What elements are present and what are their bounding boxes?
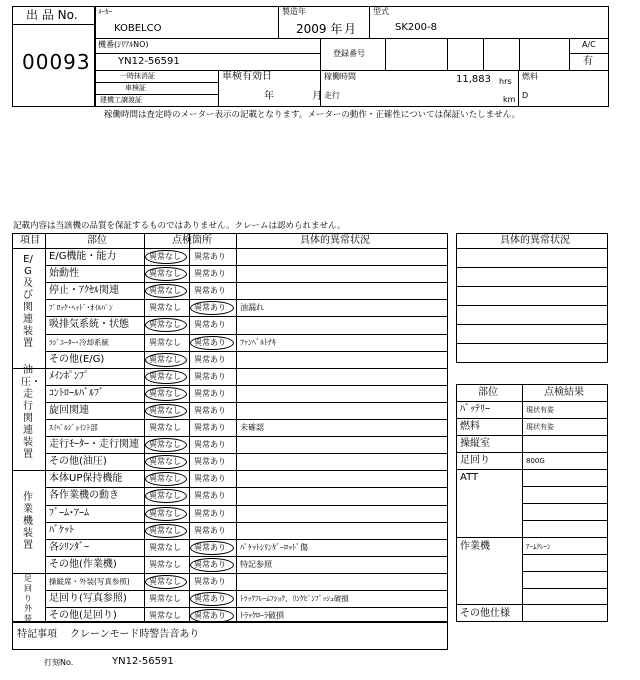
- year-label: 製造年: [282, 7, 306, 16]
- check-ng-label: 異常あり: [194, 372, 226, 381]
- col-header-part: 部位: [87, 235, 107, 246]
- ok-circle-mark: [145, 370, 187, 384]
- year-value: 2009 年: [296, 22, 343, 36]
- side-results-sub-divider: [522, 486, 608, 487]
- fuel-value: D: [522, 91, 529, 100]
- part-name: 足回り(写真参照): [49, 593, 127, 604]
- check-ok-label: 異常なし: [149, 423, 181, 432]
- ok-circle-mark: [145, 507, 187, 521]
- inspection-year-unit: 年: [264, 91, 274, 102]
- check-ok-label: 異常なし: [149, 303, 181, 312]
- travel-unit: km: [503, 95, 516, 104]
- meter-note: 稼働時間は査定時のメーター表示の記載となります。メーターの動作・正確性については保証いたしません。: [104, 110, 521, 120]
- row-divider: [45, 505, 448, 506]
- part-name: その他(作業機): [49, 559, 117, 570]
- side-detail-row-divider: [456, 248, 608, 249]
- part-name: その他(油圧): [49, 456, 107, 467]
- side-results-row-divider: [456, 469, 608, 470]
- row-divider: [45, 487, 448, 488]
- check-ok-label: 異常なし: [149, 577, 181, 586]
- part-name: ｺﾝﾄﾛｰﾙﾊﾞﾙﾌﾞ: [49, 388, 104, 399]
- check-ng-label: 異常あり: [194, 491, 226, 500]
- special-notes-value: クレーンモード時警告音あり: [70, 629, 200, 640]
- check-ok-label: 異常なし: [149, 269, 181, 278]
- check-ok-label: 異常なし: [149, 286, 181, 295]
- check-ng-label: 異常あり: [194, 303, 226, 312]
- quality-note: 記載内容は当該機の品質を保証するものではありません。クレームは認められません。: [13, 221, 346, 231]
- check-ng-label: 異常あり: [194, 286, 226, 295]
- check-ng-label: 異常あり: [194, 338, 226, 347]
- side-results-value: 800G: [526, 457, 545, 465]
- ng-circle-mark: [190, 592, 234, 606]
- ok-circle-mark: [145, 387, 187, 401]
- check-ng-label: 異常あり: [194, 355, 226, 364]
- detail-text: ﾊﾞｹｯﾄｼﾘﾝﾀﾞｰﾛｯﾄﾞ傷: [240, 543, 308, 552]
- row-divider: [45, 436, 448, 437]
- ng-circle-mark: [190, 558, 234, 572]
- inspection-date-label: 車検有効日: [222, 71, 272, 82]
- check-ok-label: 異常なし: [149, 252, 181, 261]
- ok-circle-mark: [145, 489, 187, 503]
- side-results-row-divider: [456, 537, 608, 538]
- detail-text: 油漏れ: [240, 303, 264, 312]
- lot-number: 00093: [22, 50, 91, 74]
- hours-label: 稼働時間: [324, 72, 356, 81]
- cert-temporary-cancel: 一時抹消証: [120, 72, 155, 80]
- side-detail-row-divider: [456, 267, 608, 268]
- part-name: ｽｲﾍﾞﾙｼﾞｮｲﾝﾄ部: [49, 423, 98, 432]
- side-results-row-divider: [456, 435, 608, 436]
- detail-text: ﾄﾗｯｸﾛｰﾗ破損: [240, 611, 284, 620]
- check-ok-label: 異常なし: [149, 474, 181, 483]
- row-divider: [45, 453, 448, 454]
- check-ng-label: 異常あり: [194, 389, 226, 398]
- inspection-month-unit: 月: [312, 91, 322, 102]
- part-name: 走行ﾓｰﾀｰ・走行関連: [49, 439, 139, 450]
- part-name: ﾗｼﾞｴｰﾀｰ･冷却系統: [49, 338, 109, 347]
- ng-circle-mark: [190, 609, 234, 623]
- part-name: 本体UP保持機能: [49, 473, 123, 484]
- row-divider: [45, 351, 448, 352]
- col-header-detail: 具体的異常状況: [300, 235, 370, 246]
- check-ok-label: 異常なし: [149, 457, 181, 466]
- row-divider: [45, 265, 448, 266]
- side-detail-header: 具体的異常状況: [500, 235, 570, 246]
- side-detail-row-divider: [456, 324, 608, 325]
- row-divider: [45, 334, 448, 335]
- check-ok-label: 異常なし: [149, 611, 181, 620]
- check-ok-label: 異常なし: [149, 560, 181, 569]
- side-results-part: ATT: [460, 472, 479, 483]
- maker-value: KOBELCO: [114, 23, 162, 34]
- part-name: 旋回関連: [49, 405, 89, 416]
- side-results-sub-divider: [522, 554, 608, 555]
- part-name: 停止・ｱｸｾﾙ関連: [49, 285, 119, 296]
- row-divider: [45, 282, 448, 283]
- row-divider: [45, 470, 448, 471]
- check-ng-label: 異常あり: [194, 320, 226, 329]
- row-divider: [45, 573, 448, 574]
- side-results-sub-divider: [522, 520, 608, 521]
- side-results-value: ｱｰﾑｸﾚｰﾝ: [526, 543, 551, 551]
- ok-circle-mark: [145, 455, 187, 469]
- part-name: 吸排気系統・状態: [49, 319, 129, 330]
- ok-circle-mark: [145, 575, 187, 589]
- check-ng-label: 異常あり: [194, 406, 226, 415]
- check-ng-label: 異常あり: [194, 423, 226, 432]
- side-results-row-divider: [456, 401, 608, 402]
- check-ng-label: 異常あり: [194, 611, 226, 620]
- check-ng-label: 異常あり: [194, 474, 226, 483]
- check-ok-label: 異常なし: [149, 372, 181, 381]
- check-ng-label: 異常あり: [194, 526, 226, 535]
- side-results-part: 操縦室: [460, 438, 490, 449]
- ok-circle-mark: [145, 438, 187, 452]
- row-divider: [45, 316, 448, 317]
- check-ng-label: 異常あり: [194, 457, 226, 466]
- category-label: 作業機装置: [23, 492, 33, 551]
- ok-circle-mark: [145, 404, 187, 418]
- category-label: 足回り外装: [24, 574, 32, 623]
- row-divider: [45, 539, 448, 540]
- ok-circle-mark: [145, 250, 187, 264]
- ac-value: 有: [583, 56, 593, 67]
- ng-circle-mark: [190, 301, 234, 315]
- ok-circle-mark: [145, 284, 187, 298]
- part-name: ﾒｲﾝﾎﾟﾝﾌﾟ: [49, 371, 89, 382]
- ng-circle-mark: [190, 541, 234, 555]
- detail-text: 未確認: [240, 423, 264, 432]
- side-results-part: 燃料: [460, 421, 480, 432]
- cert-transfer: 建機工譲渡証: [100, 96, 142, 104]
- category-label: 油圧・走行関連装置: [21, 365, 41, 460]
- model-value: SK200-8: [395, 22, 437, 33]
- check-ok-label: 異常なし: [149, 389, 181, 398]
- check-ok-label: 異常なし: [149, 338, 181, 347]
- part-name: ﾌﾞﾛｯｸ･ﾍｯﾄﾞ･ｵｲﾙﾊﾟﾝ: [49, 303, 113, 312]
- row-divider: [45, 556, 448, 557]
- category-label: E/G及び関連装置: [23, 254, 33, 349]
- special-notes-label: 特記事項: [17, 629, 57, 640]
- col-header-category: 項目: [20, 235, 40, 246]
- row-divider: [45, 299, 448, 300]
- part-name: その他(足回り): [49, 610, 117, 621]
- side-results-part: ﾊﾞｯﾃﾘｰ: [460, 404, 490, 415]
- check-ng-label: 異常あり: [194, 577, 226, 586]
- ok-circle-mark: [145, 318, 187, 332]
- maker-label: ﾒｰｶｰ: [98, 8, 112, 16]
- part-name: 各ｼﾘﾝﾀﾞｰ: [49, 542, 89, 553]
- side-results-part: 作業機: [460, 541, 490, 552]
- check-ok-label: 異常なし: [149, 320, 181, 329]
- side-results-row-divider: [456, 418, 608, 419]
- check-ng-label: 異常あり: [194, 543, 226, 552]
- check-ok-label: 異常なし: [149, 509, 181, 518]
- travel-label: 走行: [324, 91, 340, 100]
- cert-inspection: 車検証: [125, 84, 146, 92]
- ok-circle-mark: [145, 267, 187, 281]
- header-divider: [12, 248, 448, 249]
- row-divider: [45, 607, 448, 608]
- ok-circle-mark: [145, 353, 187, 367]
- side-results-row-divider: [456, 452, 608, 453]
- check-ng-label: 異常あり: [194, 594, 226, 603]
- fuel-label: 燃料: [522, 72, 538, 81]
- side-detail-row-divider: [456, 343, 608, 344]
- year-month-unit: 月: [344, 22, 357, 36]
- check-ok-label: 異常なし: [149, 355, 181, 364]
- part-name: 各作業機の動き: [49, 490, 119, 501]
- hours-unit: hrs: [499, 77, 512, 86]
- ac-label: A/C: [582, 40, 596, 49]
- row-divider: [45, 419, 448, 420]
- serial-label: 機番(ｼﾘｱﾙNO): [98, 40, 149, 49]
- check-ng-label: 異常あり: [194, 252, 226, 261]
- row-divider: [45, 590, 448, 591]
- row-divider: [45, 402, 448, 403]
- ok-circle-mark: [145, 524, 187, 538]
- side-detail-row-divider: [456, 286, 608, 287]
- part-name: ﾊﾞｹｯﾄ: [49, 525, 74, 536]
- stamp-value: YN12-56591: [112, 656, 174, 667]
- stamp-label: 打刻No.: [44, 658, 74, 667]
- side-results-header-result: 点検結果: [544, 387, 584, 398]
- check-ok-label: 異常なし: [149, 594, 181, 603]
- side-results-header-part: 部位: [478, 387, 498, 398]
- check-ng-label: 異常あり: [194, 440, 226, 449]
- side-results-sub-divider: [522, 588, 608, 589]
- part-name: 始動性: [49, 268, 79, 279]
- part-name: 操縦席・外装(写真参照): [49, 577, 130, 586]
- part-name: その他(E/G): [49, 354, 105, 365]
- detail-text: 特記参照: [240, 560, 272, 569]
- detail-text: ﾌｧﾝﾍﾞﾙﾄﾅｷ: [240, 338, 276, 347]
- ok-circle-mark: [145, 472, 187, 486]
- model-label: 型式: [373, 7, 389, 16]
- check-ng-label: 異常あり: [194, 269, 226, 278]
- side-results-sub-divider: [522, 571, 608, 572]
- part-name: E/G機能・能力: [49, 251, 117, 262]
- col-header-check: 点検箇所: [172, 235, 212, 246]
- side-results-row-divider: [456, 604, 608, 605]
- row-divider: [45, 368, 448, 369]
- side-detail-row-divider: [456, 305, 608, 306]
- check-ok-label: 異常なし: [149, 406, 181, 415]
- check-ok-label: 異常なし: [149, 526, 181, 535]
- check-ok-label: 異常なし: [149, 543, 181, 552]
- column-divider: [236, 233, 237, 622]
- side-results-part: 足回り: [460, 455, 490, 466]
- side-results-part: その他仕様: [460, 608, 510, 619]
- row-divider: [45, 522, 448, 523]
- detail-text: ﾄﾗｯｸﾌﾚｰﾑﾌｼｮｸ、ﾘﾝｸﾋﾟﾝﾌﾞｯｼｭ破損: [240, 594, 349, 603]
- hours-value: 11,883: [456, 74, 491, 85]
- check-ng-label: 異常あり: [194, 560, 226, 569]
- check-ok-label: 異常なし: [149, 491, 181, 500]
- row-divider: [45, 385, 448, 386]
- side-results-sub-divider: [522, 503, 608, 504]
- part-name: ﾌﾞｰﾑ･ｱｰﾑ: [49, 508, 89, 519]
- side-results-value: 現状有姿: [526, 406, 554, 414]
- registration-label: 登録番号: [333, 49, 365, 58]
- serial-value: YN12-56591: [118, 56, 180, 67]
- ng-circle-mark: [190, 336, 234, 350]
- column-divider: [45, 233, 46, 622]
- side-results-value: 現状有姿: [526, 423, 554, 431]
- lot-label: 出 品 No.: [26, 8, 78, 22]
- check-ok-label: 異常なし: [149, 440, 181, 449]
- check-ng-label: 異常あり: [194, 509, 226, 518]
